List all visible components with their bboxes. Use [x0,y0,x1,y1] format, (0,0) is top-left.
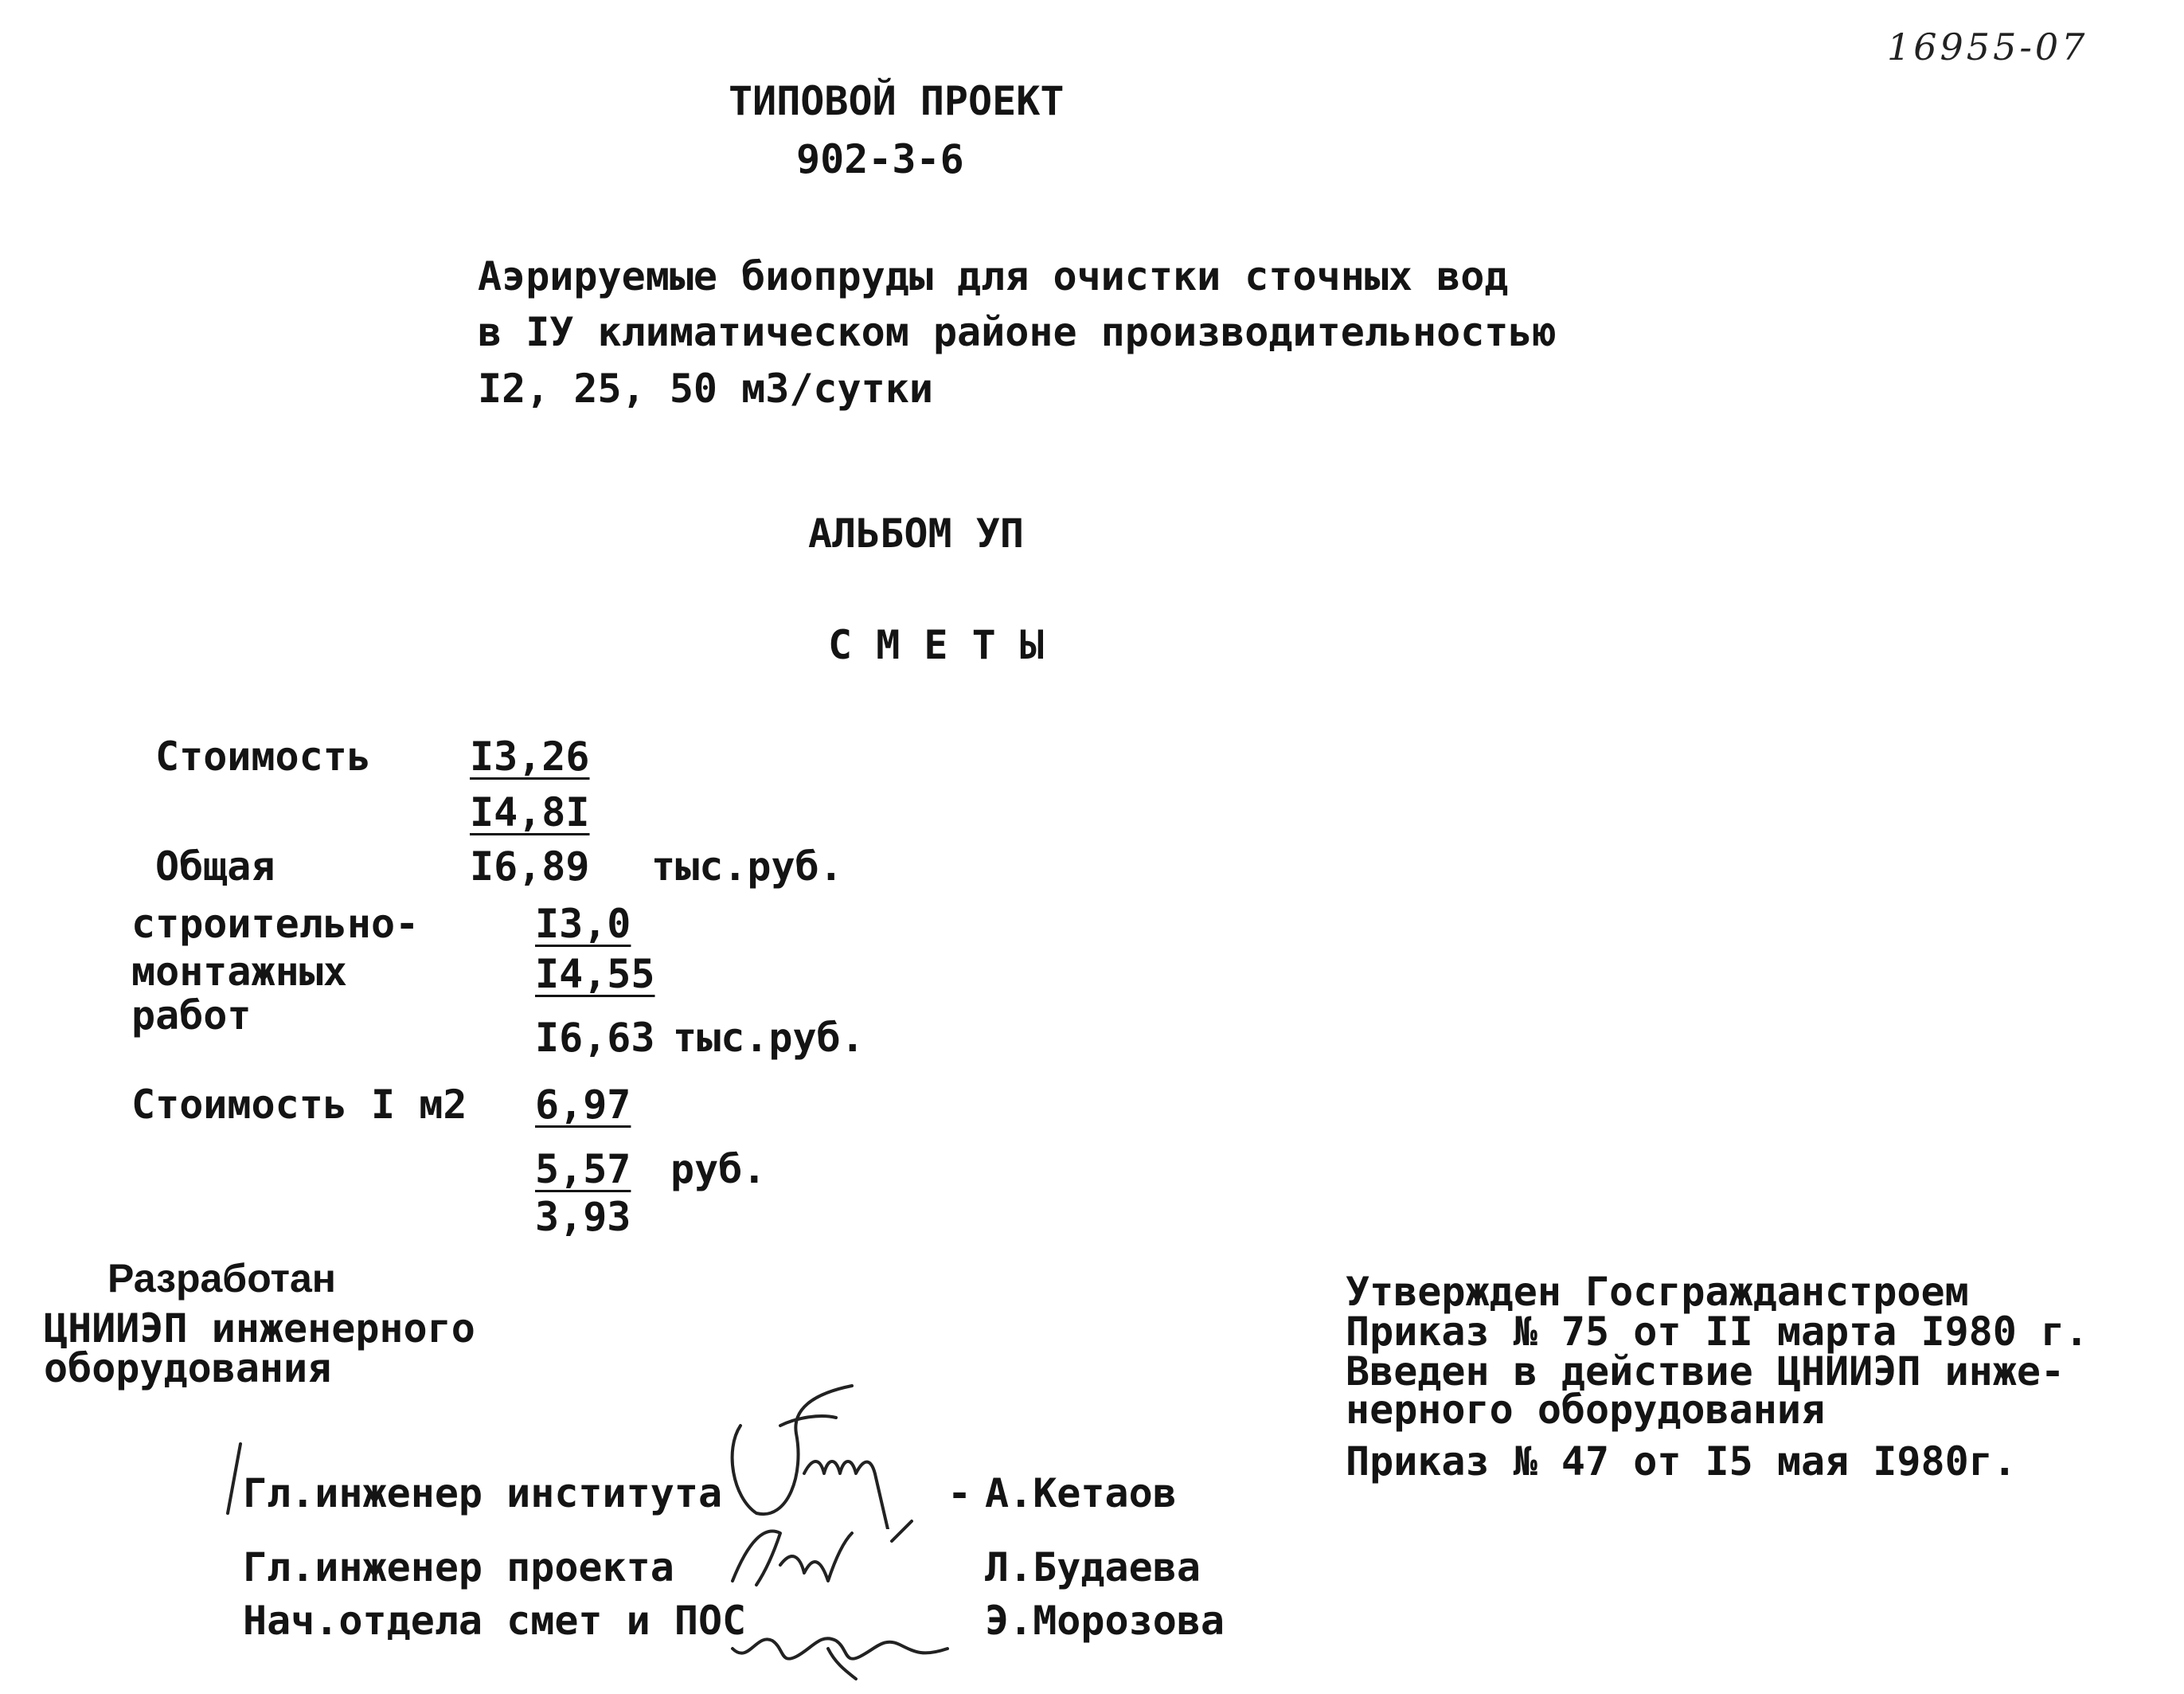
signature-chief-engineer-project [717,1509,955,1597]
smr-label-2: монтажных [131,949,347,995]
total-cost-label: Стоимость [155,734,371,780]
signatory-name-1: А.Кетаов [985,1470,1177,1516]
smr-value-2: I4,55 [535,951,655,997]
signatory-role-2: Гл.инженер проекта [243,1544,674,1590]
pen-mark [223,1438,247,1525]
smr-value-1: I3,0 [535,901,631,947]
project-number: 902-3-6 [796,136,964,182]
title-line-3: I2, 25, 50 м3/сутки [478,366,933,412]
smr-value-3: I6,63 [535,1015,655,1061]
approval-line-3: Введен в действие ЦНИИЭП инже- [1346,1348,2065,1395]
developer-line-1: Разработан [107,1256,336,1301]
total-cost-value-1: I3,26 [470,734,590,780]
project-type-heading: ТИПОВОЙ ПРОЕКТ [729,78,1065,124]
approval-line-1: Утвержден Госгражданстроем [1346,1269,1969,1315]
archive-number: 16955-07 [1887,25,2088,68]
signatory-role-1: Гл.инженер института [243,1470,723,1516]
developer-line-2: ЦНИИЭП инженерного [44,1305,475,1352]
total-cost-value-2: I4,8I [470,789,590,835]
title-line-1: Аэрируемые биопруды для очистки сточных вод [478,253,1509,299]
signatory-role-3: Нач.отдела смет и ПОС [243,1598,747,1644]
smr-label-3: работ [131,992,252,1039]
smr-unit: тыс.руб. [673,1015,865,1061]
signature-chief-engineer-institute [693,1378,955,1529]
signatory-name-3: Э.Морозова [985,1598,1225,1644]
per-m2-value-3: 3,93 [535,1194,631,1240]
title-line-2: в IУ климатическом районе производительностью [478,309,1557,355]
per-m2-value-1: 6,97 [535,1082,631,1128]
signatory-dash-1: - [947,1470,972,1516]
approval-line-2: Приказ № 75 от II марта I980 г. [1346,1309,2089,1355]
total-cost-unit: тыс.руб. [651,843,843,890]
per-m2-unit: руб. [670,1146,767,1192]
developer-line-3: оборудования [44,1345,332,1391]
total-cost-value-3: I6,89 [470,843,590,890]
approval-line-4: нерного оборудования [1346,1387,1826,1433]
per-m2-value-2: 5,57 [535,1146,631,1192]
signature-head-estimates [717,1593,971,1680]
signatory-name-2: Л.Будаева [985,1544,1201,1590]
smr-label-1: строительно- [131,901,420,947]
total-cost-label-2: Общая [155,843,275,890]
approval-line-5: Приказ № 47 от I5 мая I980г. [1346,1438,2017,1485]
album-label: АЛЬБОМ УП [808,511,1024,557]
section-title: С М Е Т Ы [828,622,1044,668]
per-m2-label: Стоимость I м2 [131,1082,467,1128]
